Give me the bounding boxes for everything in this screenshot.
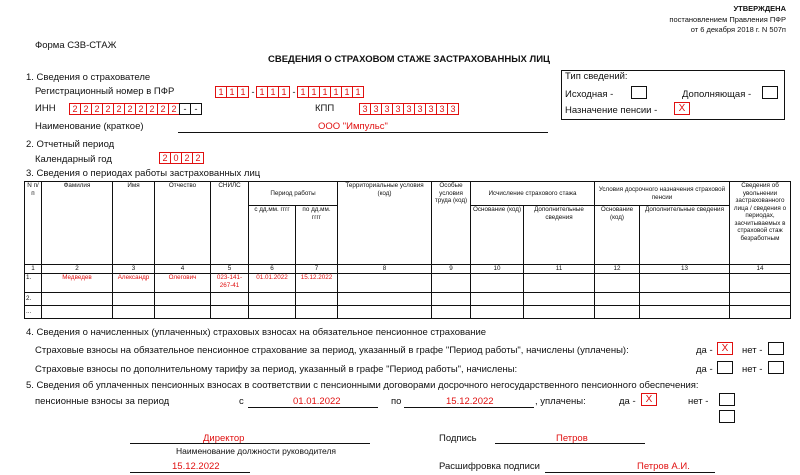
work-periods-table — [24, 181, 791, 319]
approved-line3: от 6 декабря 2018 г. N 507п — [690, 25, 786, 34]
header-lastname: Фамилия — [42, 182, 113, 265]
table-cell — [338, 274, 432, 293]
table-cell: 3 — [113, 265, 155, 274]
char-cell: 2 — [80, 103, 92, 115]
s4-line1-yes-checkbox[interactable]: X — [717, 342, 733, 355]
date-value[interactable]: 15.12.2022 — [172, 461, 220, 472]
section5-label: пенсионные взносы за период — [35, 396, 170, 407]
header-early-extra: Дополнительные сведения — [640, 206, 730, 265]
table-cell — [432, 293, 471, 306]
table-cell — [296, 306, 338, 319]
type-initial-label: Исходная - — [565, 89, 614, 100]
char-cell: 2 — [157, 103, 169, 115]
table-cell: 5 — [211, 265, 249, 274]
table-cell: 10 — [471, 265, 524, 274]
char-cell: 2 — [168, 103, 180, 115]
sign-value[interactable]: Петров — [556, 433, 588, 444]
info-type-title: Тип сведений: — [565, 71, 628, 82]
table-cell: 2. — [25, 293, 42, 306]
section4-line1: Страховые взносы на обязательное пенсионное страхование за период, указанный в графе "Период работы", начислены (уплачены): — [35, 345, 629, 356]
char-cell: 1 — [352, 86, 364, 98]
char-cell: - — [179, 103, 191, 115]
char-cell: 2 — [159, 152, 171, 164]
char-cell: 3 — [414, 103, 426, 115]
char-cell: 3 — [447, 103, 459, 115]
char-cell: 3 — [425, 103, 437, 115]
table-cell: 6 — [249, 265, 296, 274]
table-cell — [432, 306, 471, 319]
header-early-basis: Основание (код) — [595, 206, 640, 265]
s4-line2-no-checkbox[interactable] — [768, 361, 784, 374]
header-calc-basis: Основание (код) — [471, 206, 524, 265]
s5-no-label: нет - — [688, 396, 709, 407]
char-cell: 2 — [91, 103, 103, 115]
page-title: СВЕДЕНИЯ О СТРАХОВОМ СТАЖЕ ЗАСТРАХОВАННЫХ ЛИЦ — [268, 54, 550, 65]
table-cell: 8 — [338, 265, 432, 274]
org-name-line — [178, 132, 548, 133]
table-cell — [42, 293, 113, 306]
table-cell: 15.12.2022 — [296, 274, 338, 293]
char-cell: 1 — [308, 86, 320, 98]
type-pension-label: Назначение пенсии - — [565, 105, 658, 116]
table-cell — [211, 293, 249, 306]
header-snils: СНИЛС — [211, 182, 249, 265]
type-additional-checkbox[interactable] — [762, 86, 778, 99]
table-cell: 1 — [25, 265, 42, 274]
table-cell — [524, 293, 595, 306]
section1-heading: 1. Сведения о страхователе — [26, 72, 151, 83]
header-to: по дд.мм. гггг — [296, 206, 338, 265]
table-cell — [595, 293, 640, 306]
table-cell — [296, 293, 338, 306]
section4-line2: Страховые взносы по дополнительному тарифу за период, указанный в графе "Период работы", начислены: — [35, 364, 518, 375]
kpp-label: КПП — [315, 103, 335, 114]
section4-heading: 4. Сведения о начисленных (уплаченных) страховых взносах на обязательное пенсионное страхование — [26, 327, 487, 338]
table-row[interactable] — [25, 293, 791, 306]
table-cell: 12 — [595, 265, 640, 274]
table-cell — [595, 274, 640, 293]
table-cell — [113, 306, 155, 319]
table-row[interactable] — [25, 274, 791, 293]
char-cell: 1 — [226, 86, 238, 98]
table-cell — [42, 306, 113, 319]
table-cell: 13 — [640, 265, 730, 274]
s4-line2-no-label: нет - — [742, 364, 763, 375]
form-name: Форма СЗВ-СТАЖ — [35, 40, 117, 51]
header-calc-extra: Дополнительные сведения — [524, 206, 595, 265]
table-cell — [211, 306, 249, 319]
char-cell: 3 — [359, 103, 371, 115]
table-cell — [595, 306, 640, 319]
section3-heading: 3. Сведения о периодах работы застрахованных лиц — [26, 168, 261, 179]
decode-line — [545, 472, 715, 473]
position-caption: Наименование должности руководителя — [176, 446, 337, 456]
table-cell — [249, 306, 296, 319]
table-cell — [471, 293, 524, 306]
year-label: Календарный год — [35, 154, 112, 165]
table-cell — [524, 306, 595, 319]
s5-to-value[interactable]: 15.12.2022 — [446, 396, 494, 407]
table-cell: 7 — [296, 265, 338, 274]
table-cell — [249, 293, 296, 306]
table-cell — [730, 274, 791, 293]
approved-stamp — [669, 4, 786, 34]
s5-yes-checkbox[interactable]: X — [641, 393, 657, 406]
table-cell: ... — [25, 306, 42, 319]
char-cell: 3 — [392, 103, 404, 115]
table-cell — [113, 293, 155, 306]
char-cell: 3 — [403, 103, 415, 115]
separator: - — [292, 87, 296, 97]
org-name-label: Наименование (краткое) — [35, 121, 144, 132]
header-firstname: Имя — [113, 182, 155, 265]
table-cell: 01.01.2022 — [249, 274, 296, 293]
table-cell: 023-141-267-41 — [211, 274, 249, 293]
table-cell — [640, 306, 730, 319]
table-cell — [730, 293, 791, 306]
char-cell: 1 — [237, 86, 249, 98]
decode-label: Расшифровка подписи — [439, 461, 540, 472]
type-pension-checkbox[interactable]: X — [674, 102, 690, 115]
char-cell: 3 — [381, 103, 393, 115]
table-cell — [155, 293, 211, 306]
char-cell: 1 — [215, 86, 227, 98]
s4-line1-no-label: нет - — [742, 345, 763, 356]
header-calc: Исчисление страхового стажа — [471, 182, 595, 206]
char-cell: 2 — [113, 103, 125, 115]
char-cell: 1 — [278, 86, 290, 98]
table-cell — [432, 274, 471, 293]
table-cell: 11 — [524, 265, 595, 274]
char-cell: 2 — [192, 152, 204, 164]
s4-line2-yes-label: да - — [696, 364, 713, 375]
sign-label: Подпись — [439, 433, 477, 444]
s5-no-checkbox[interactable] — [719, 393, 735, 406]
table-cell — [640, 293, 730, 306]
table-cell — [640, 274, 730, 293]
header-period: Период работы — [249, 182, 338, 206]
table-cell: Олегович — [155, 274, 211, 293]
header-territorial: Территориальные условия (код) — [338, 182, 432, 265]
char-cell: 2 — [124, 103, 136, 115]
header-num: N п/п — [25, 182, 42, 265]
char-cell: 1 — [297, 86, 309, 98]
date-line — [130, 472, 250, 473]
inn-label: ИНН — [35, 103, 56, 114]
char-cell: 0 — [170, 152, 182, 164]
s4-line1-yes-label: да - — [696, 345, 713, 356]
s5-extra-checkbox[interactable] — [719, 410, 735, 423]
char-cell: 1 — [319, 86, 331, 98]
section5-heading: 5. Сведения об уплаченных пенсионных взносах в соответствии с пенсионными договорами досрочного негосударственного пенсионного обеспечения: — [26, 380, 699, 391]
s5-paid-label: , уплачены: — [535, 396, 586, 407]
kpp-field[interactable] — [360, 103, 459, 115]
char-cell: 1 — [267, 86, 279, 98]
s5-from-value[interactable]: 01.01.2022 — [293, 396, 341, 407]
s5-from-label: с — [239, 396, 244, 407]
char-cell: 2 — [135, 103, 147, 115]
reg-number-field[interactable] — [216, 86, 364, 98]
column-numbers-row — [25, 265, 791, 274]
header-early: Условия досрочного назначения страховой пенсии — [595, 182, 730, 206]
section2-heading: 2. Отчетный период — [26, 139, 115, 150]
char-cell: 3 — [436, 103, 448, 115]
char-cell: 1 — [256, 86, 268, 98]
table-cell — [471, 306, 524, 319]
separator: - — [251, 87, 255, 97]
s5-to-label: по — [391, 396, 402, 407]
table-cell: Александр — [113, 274, 155, 293]
s5-from-line — [248, 407, 378, 408]
approved-line2: постановлением Правления ПФР — [669, 15, 786, 24]
table-row[interactable] — [25, 306, 791, 319]
inn-field[interactable] — [70, 103, 202, 115]
s4-line1-no-checkbox[interactable] — [768, 342, 784, 355]
position-value[interactable]: Директор — [203, 433, 245, 444]
decode-value[interactable]: Петров А.И. — [637, 461, 690, 472]
approved-line1: УТВЕРЖДЕНА — [733, 4, 786, 13]
header-from: с дд.мм. гггг — [249, 206, 296, 265]
header-special: Особые условия труда (код) — [432, 182, 471, 265]
year-field[interactable] — [160, 152, 204, 164]
header-dismissal: Сведения об увольнении застрахованного лица / сведения о периодах, засчитываемых в страховой стаж безработным — [730, 182, 791, 265]
table-cell — [155, 306, 211, 319]
char-cell: 2 — [181, 152, 193, 164]
table-cell — [524, 274, 595, 293]
table-cell — [471, 274, 524, 293]
char-cell: 2 — [69, 103, 81, 115]
org-name-value[interactable]: ООО "Импульс" — [318, 121, 388, 132]
table-cell — [730, 306, 791, 319]
char-cell: 1 — [341, 86, 353, 98]
char-cell: - — [190, 103, 202, 115]
position-line — [130, 443, 370, 444]
reg-number-label: Регистрационный номер в ПФР — [35, 86, 175, 97]
table-cell: 9 — [432, 265, 471, 274]
char-cell: 2 — [102, 103, 114, 115]
table-cell — [338, 306, 432, 319]
table-cell — [338, 293, 432, 306]
table-cell: Медведев — [42, 274, 113, 293]
char-cell: 1 — [330, 86, 342, 98]
s5-yes-label: да - — [619, 396, 636, 407]
char-cell: 3 — [370, 103, 382, 115]
table-cell: 2 — [42, 265, 113, 274]
header-middlename: Отчество — [155, 182, 211, 265]
type-initial-checkbox[interactable] — [631, 86, 647, 99]
table-cell: 14 — [730, 265, 791, 274]
char-cell: 2 — [146, 103, 158, 115]
table-cell: 4 — [155, 265, 211, 274]
s4-line2-yes-checkbox[interactable] — [717, 361, 733, 374]
s5-to-line — [404, 407, 534, 408]
table-cell: 1. — [25, 274, 42, 293]
type-additional-label: Дополняющая - — [682, 89, 752, 100]
